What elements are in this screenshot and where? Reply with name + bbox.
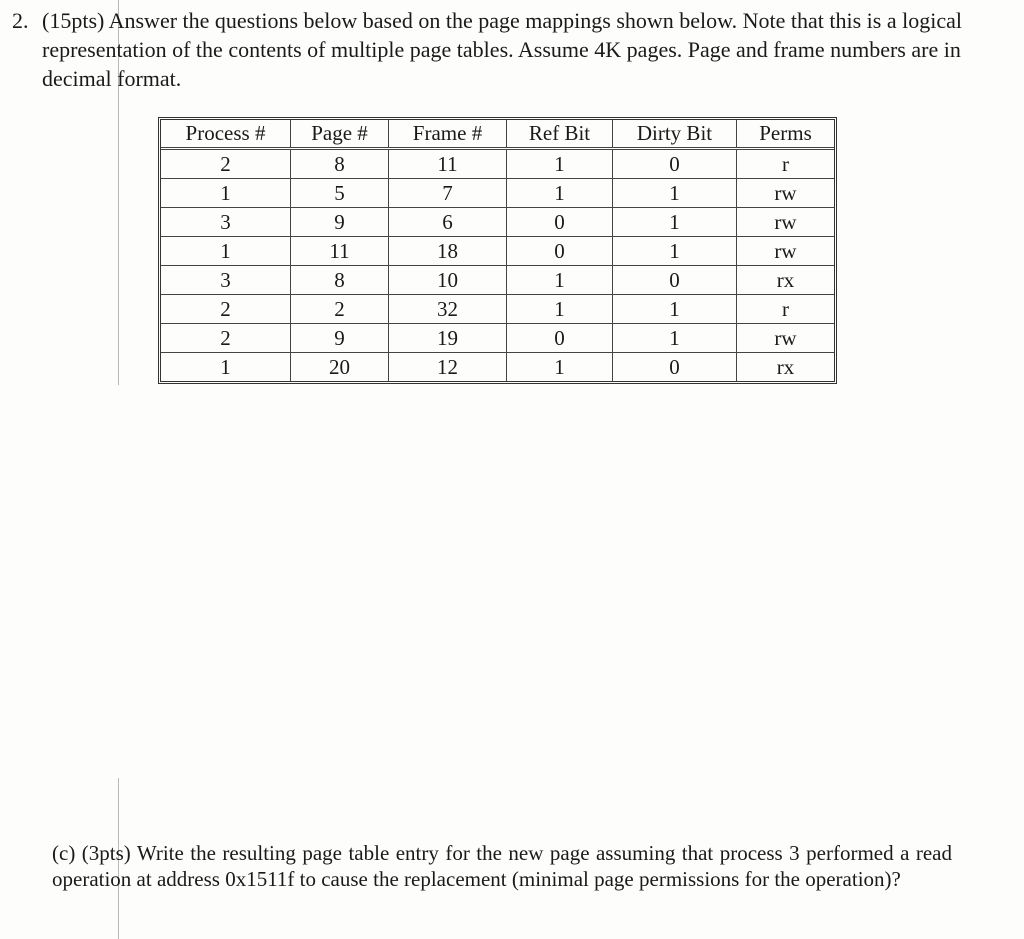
cell-perms: r <box>737 295 835 324</box>
cell-dirty-bit: 1 <box>613 324 737 353</box>
cell-perms: r <box>737 149 835 179</box>
cell-process: 2 <box>161 324 291 353</box>
cell-process: 2 <box>161 149 291 179</box>
cell-frame: 10 <box>389 266 507 295</box>
cell-dirty-bit: 0 <box>613 266 737 295</box>
header-perms: Perms <box>737 120 835 149</box>
table-row <box>161 324 834 353</box>
cell-process: 3 <box>161 208 291 237</box>
table-header-row <box>161 120 834 149</box>
cell-process: 1 <box>161 353 291 382</box>
cell-dirty-bit: 1 <box>613 295 737 324</box>
header-page: Page # <box>291 120 389 149</box>
cell-frame: 12 <box>389 353 507 382</box>
cell-perms: rw <box>737 324 835 353</box>
header-ref-bit: Ref Bit <box>507 120 613 149</box>
cell-perms: rw <box>737 179 835 208</box>
table-row <box>161 266 834 295</box>
cell-ref-bit: 1 <box>507 266 613 295</box>
question-2 <box>12 6 972 93</box>
cell-process: 3 <box>161 266 291 295</box>
cell-dirty-bit: 1 <box>613 237 737 266</box>
table-row <box>161 353 834 382</box>
cell-frame: 32 <box>389 295 507 324</box>
question-number: 2. <box>12 8 29 33</box>
cell-page: 5 <box>291 179 389 208</box>
cell-perms: rw <box>737 237 835 266</box>
cell-frame: 11 <box>389 149 507 179</box>
cell-page: 8 <box>291 266 389 295</box>
cell-page: 20 <box>291 353 389 382</box>
cell-process: 1 <box>161 179 291 208</box>
cell-page: 9 <box>291 324 389 353</box>
cell-dirty-bit: 1 <box>613 179 737 208</box>
cell-perms: rx <box>737 266 835 295</box>
cell-dirty-bit: 0 <box>613 353 737 382</box>
cell-frame: 19 <box>389 324 507 353</box>
table-row <box>161 208 834 237</box>
cell-page: 11 <box>291 237 389 266</box>
cell-perms: rx <box>776 354 795 379</box>
header-dirty-bit: Dirty Bit <box>613 120 737 149</box>
cell-frame: 7 <box>389 179 507 208</box>
cell-ref-bit: 0 <box>507 324 613 353</box>
cell-process: 2 <box>161 295 291 324</box>
cell-ref-bit: 1 <box>507 179 613 208</box>
cell-ref-bit: 1 <box>507 353 613 382</box>
cell-dirty-bit: 1 <box>613 208 737 237</box>
cell-page: 8 <box>291 149 389 179</box>
cell-ref-bit: 1 <box>507 295 613 324</box>
cell-ref-bit: 1 <box>507 149 613 179</box>
cell-frame: 18 <box>389 237 507 266</box>
cell-perms: rw <box>737 208 835 237</box>
part-c-question: (c) (3pts) Write the resulting page table entry for the new page assuming that process 3 performed a read operation at address 0x1511f to cause the replacement (minimal page permissions for the operation)? <box>52 841 952 891</box>
table-row <box>161 179 834 208</box>
table-row <box>161 149 834 179</box>
table-row <box>161 295 834 324</box>
cell-process: 1 <box>161 237 291 266</box>
page-mappings-table <box>158 117 837 384</box>
question-text: (15pts) Answer the questions below based on the page mappings shown below. Note that this is a logical representation of the contents of multiple page tables. Assume 4K pages. Page and frame numbers are in decimal format. <box>42 8 962 91</box>
header-process: Process # <box>161 120 291 149</box>
table-row <box>161 237 834 266</box>
cell-page: 9 <box>291 208 389 237</box>
cell-ref-bit: 0 <box>507 237 613 266</box>
cell-ref-bit: 0 <box>507 208 613 237</box>
cell-page: 2 <box>291 295 389 324</box>
cell-dirty-bit: 0 <box>613 149 737 179</box>
cell-frame: 6 <box>389 208 507 237</box>
header-frame: Frame # <box>389 120 507 149</box>
